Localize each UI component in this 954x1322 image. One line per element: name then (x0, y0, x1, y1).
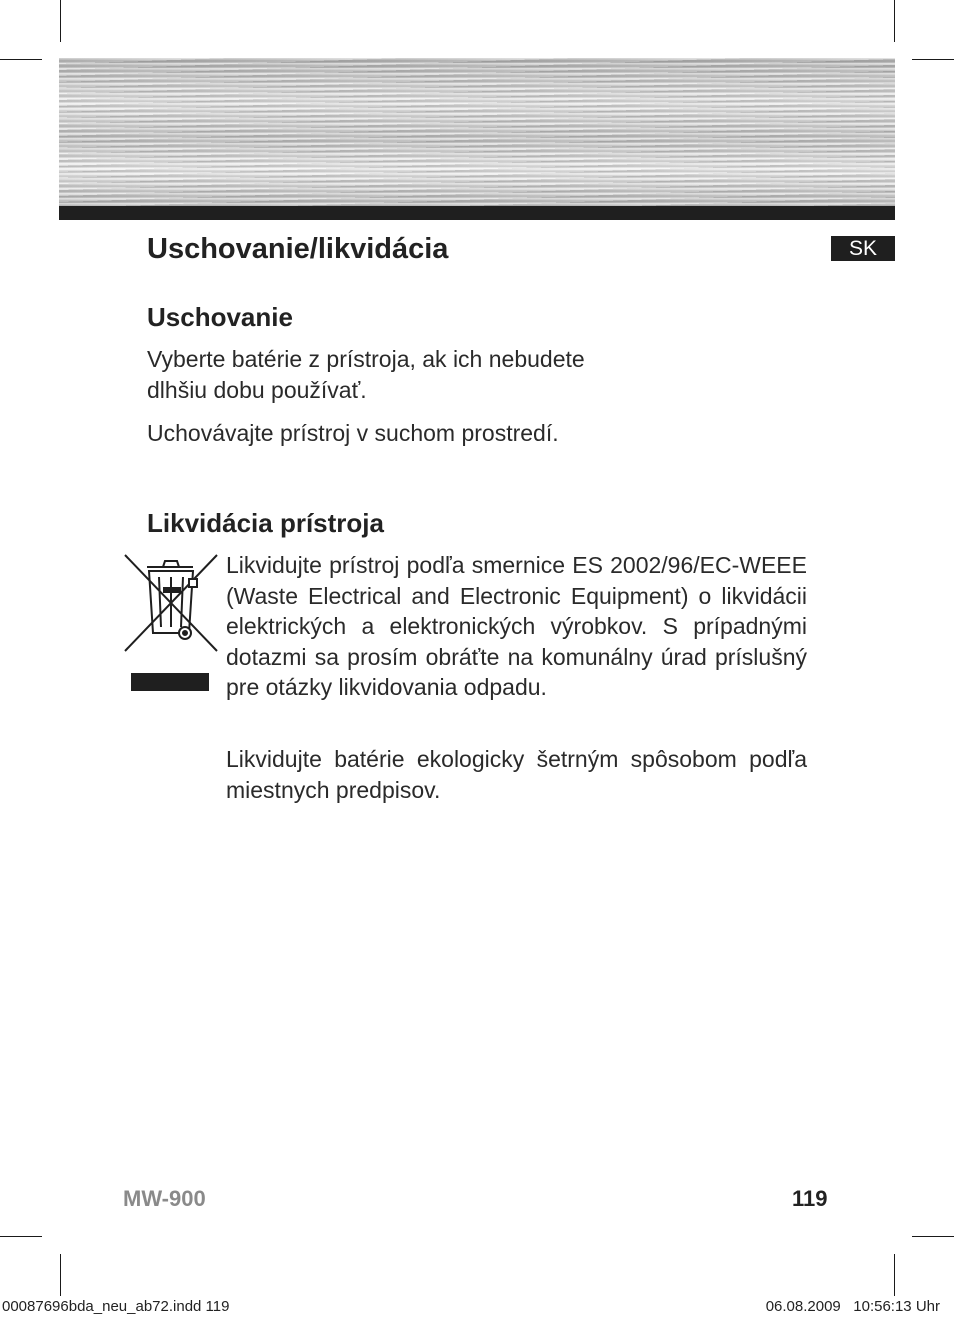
print-slug-file: 00087696bda_neu_ab72.indd 119 (2, 1298, 230, 1315)
storage-paragraph: Vyberte batérie z prístroja, ak ich nebudete dlhšiu dobu používať. (147, 346, 585, 403)
section-heading-disposal: Likvidácia prístroja (147, 508, 384, 538)
section-heading-storage: Uschovanie (147, 302, 293, 332)
disposal-paragraph: Likvidujte prístroj podľa smernice ES 2002/96/EC-WEEE (Waste Electrical and Electronic Equipment) o likvidácii elektrických a elektronických výrobkov. S prípadnými dotazmi sa prosím obráťte na komunálny úrad príslušný pre otázky likvidovania odpadu. (226, 552, 807, 700)
language-badge: SK (831, 236, 895, 261)
crop-mark (894, 0, 895, 42)
crop-mark (60, 1254, 61, 1296)
page-title: Uschovanie/likvidácia (147, 233, 449, 265)
storage-paragraph: Uchovávajte prístroj v suchom prostredí. (147, 420, 559, 446)
crop-mark (0, 1236, 42, 1237)
footer-page-number: 119 (792, 1186, 828, 1211)
crop-mark (0, 59, 42, 60)
crossed-out-wheelie-bin-icon (123, 553, 219, 653)
crop-mark (60, 0, 61, 42)
disposal-paragraph: Likvidujte batérie ekologicky šetrným spôsobom podľa miestnych predpisov. (226, 746, 807, 803)
crop-mark (912, 59, 954, 60)
crop-mark (912, 1236, 954, 1237)
footer-model-name: MW-900 (123, 1186, 206, 1211)
header-banner (59, 58, 895, 206)
header-banner-bar (59, 206, 895, 220)
crop-mark (894, 1254, 895, 1296)
weee-underline-bar (131, 673, 209, 691)
print-slug-datetime: 06.08.2009 10:56:13 Uhr (765, 1298, 940, 1315)
